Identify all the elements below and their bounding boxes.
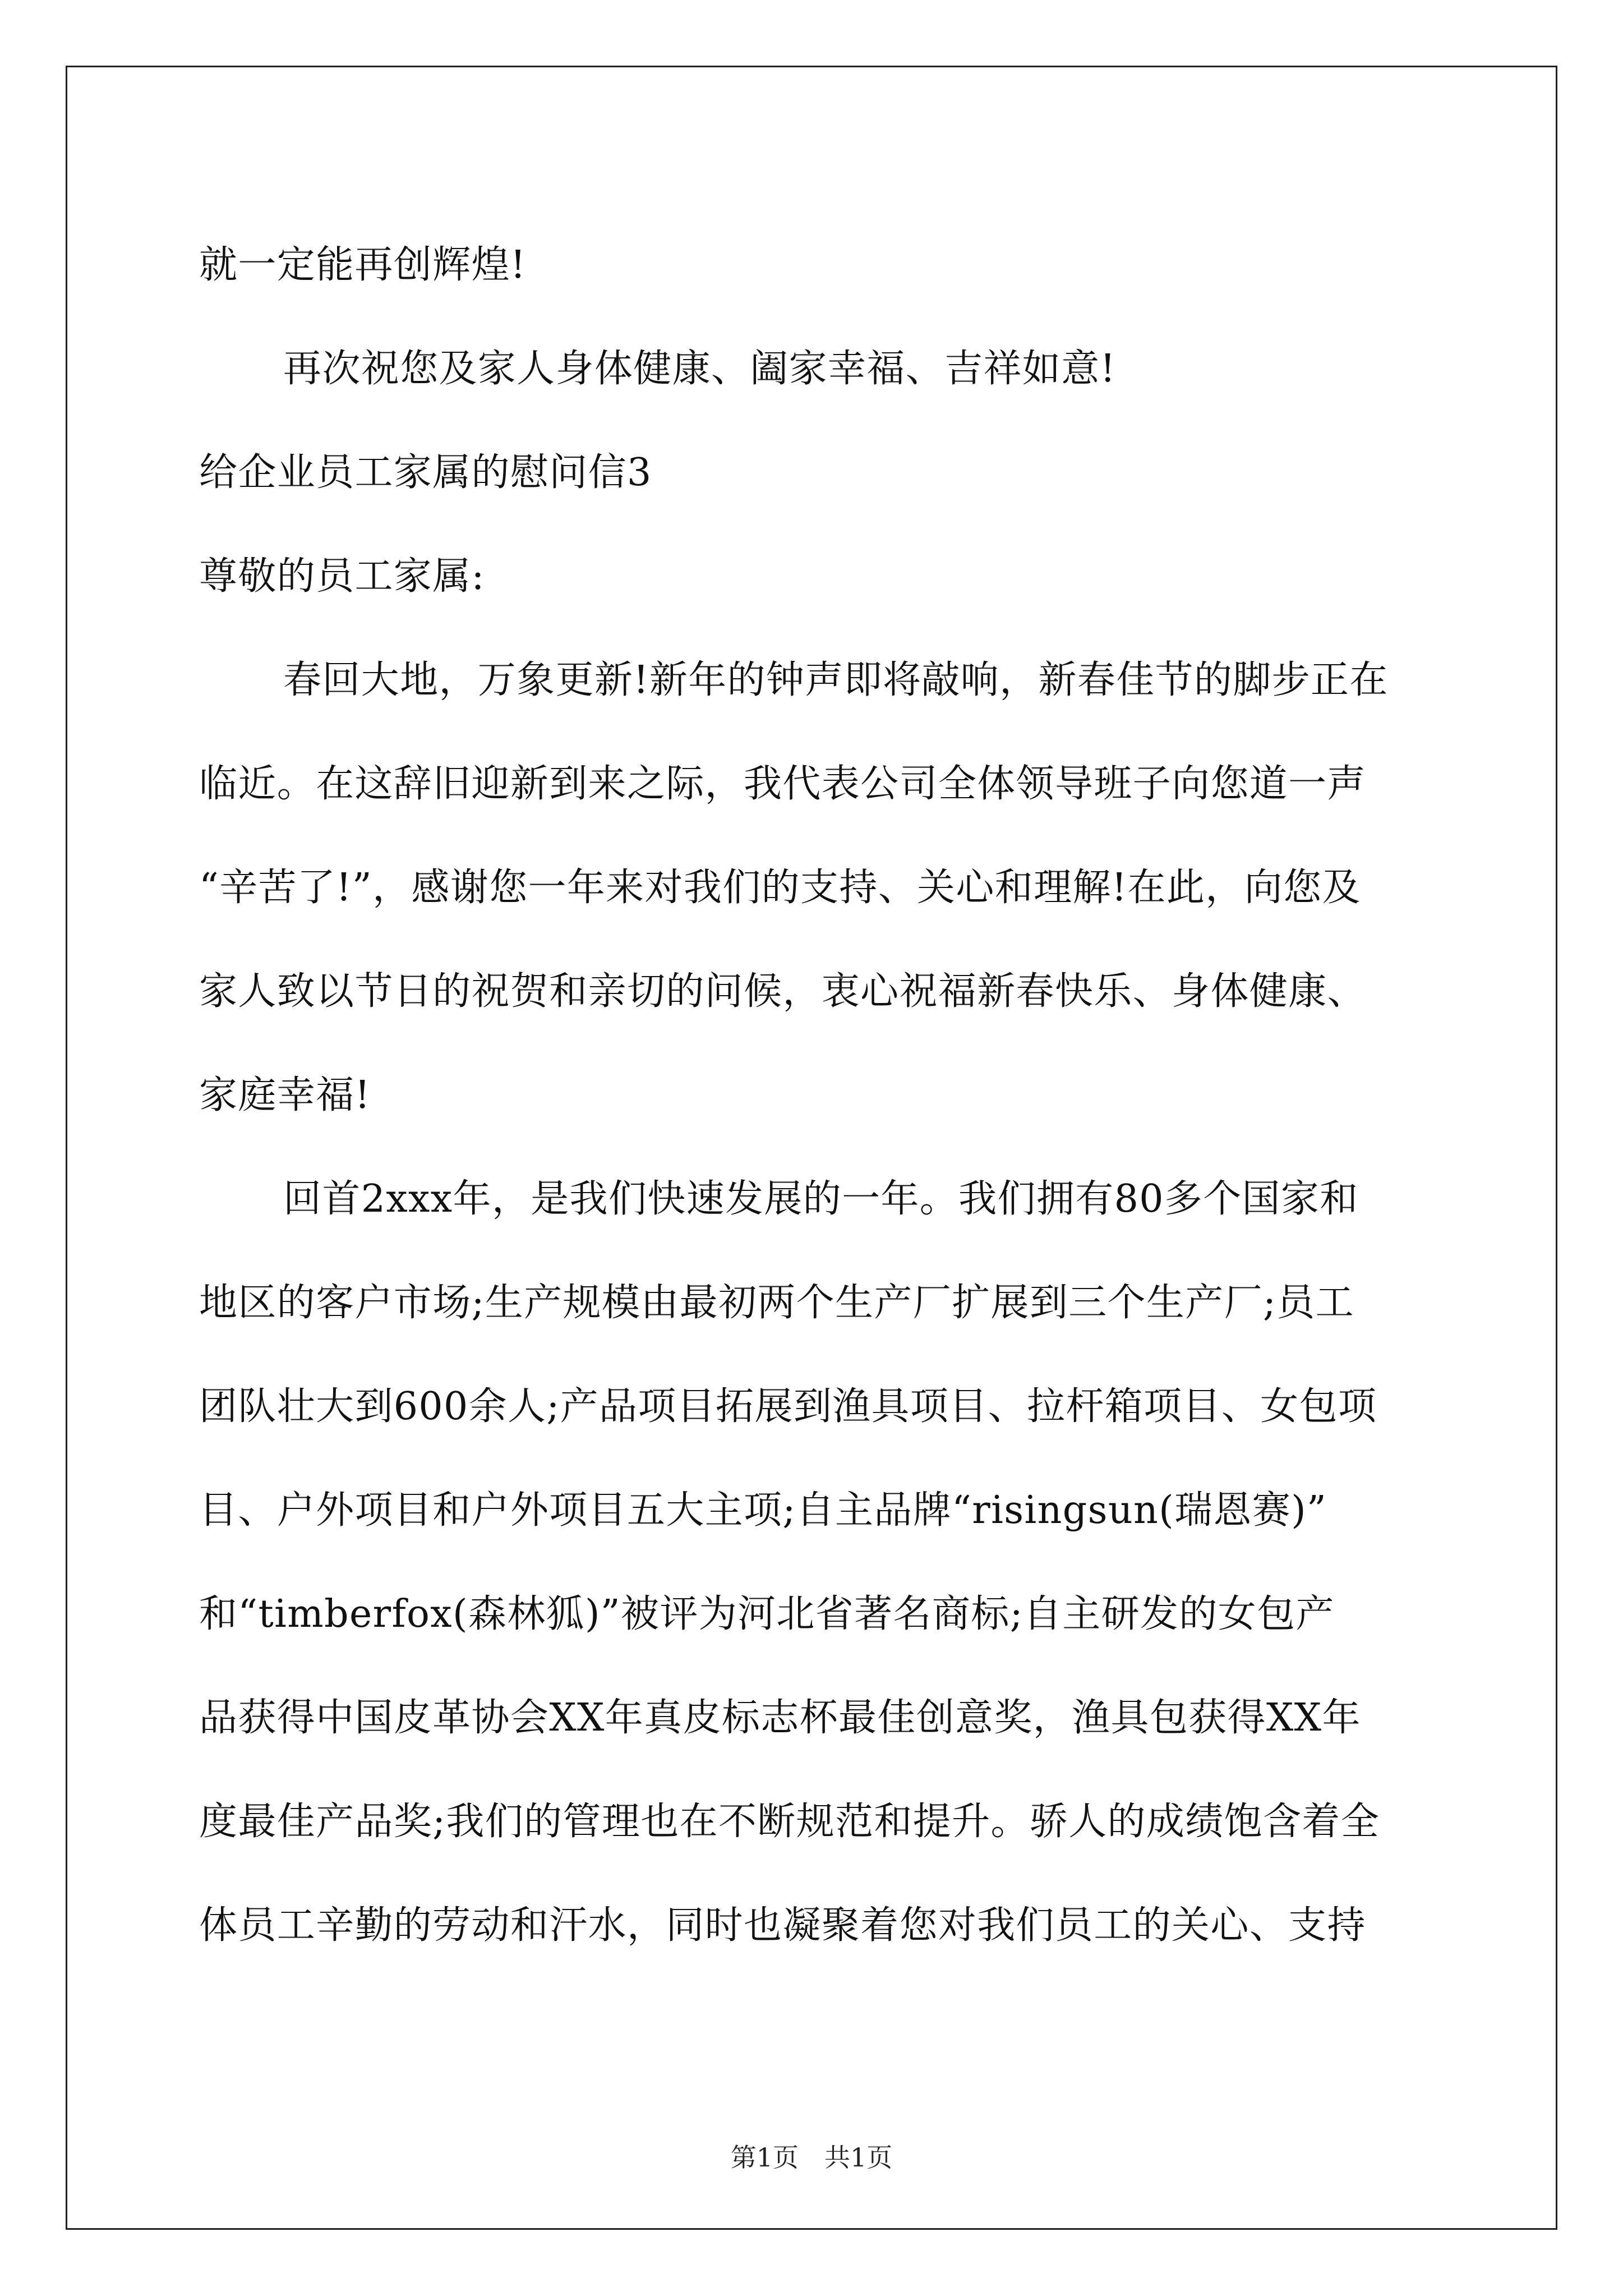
document-body <box>199 213 1430 1977</box>
paragraph-line: 体员工辛勤的劳动和汗水，同时也凝聚着您对我们员工的关心、支持 <box>199 1903 1366 1948</box>
text-line: 就一定能再创辉煌! <box>199 243 527 287</box>
paragraph-line: 团队壮大到600余人;产品项目拓展到渔具项目、拉杆箱项目、女包项 <box>199 1384 1377 1429</box>
section-title: 给企业员工家属的慰问信3 <box>199 450 652 495</box>
paragraph-line: 和“timberfox(森林狐)”被评为河北省著名商标;自主研发的女包产 <box>199 1592 1335 1636</box>
paragraph-line: 地区的客户市场;生产规模由最初两个生产厂扩展到三个生产厂;员工 <box>199 1281 1354 1325</box>
salutation: 尊敬的员工家属: <box>199 554 485 599</box>
paragraph-line: “辛苦了!”，感谢您一年来对我们的支持、关心和理解!在此，向您及 <box>199 866 1361 910</box>
paragraph-line: 家庭幸福! <box>199 1073 371 1117</box>
page-number-footer: 第1页 共1页 <box>730 2142 893 2173</box>
paragraph-line: 再次祝您及家人身体健康、阖家幸福、吉祥如意! <box>283 347 1117 391</box>
paragraph-line: 目、户外项目和户外项目五大主项;自主品牌“risingsun(瑞恩赛)” <box>199 1488 1327 1533</box>
paragraph-line: 回首2xxx年，是我们快速发展的一年。我们拥有80多个国家和 <box>283 1177 1359 1221</box>
paragraph-line: 品获得中国皮革协会XX年真皮标志杯最佳创意奖，渔具包获得XX年 <box>199 1696 1361 1740</box>
paragraph-line: 度最佳产品奖;我们的管理也在不断规范和提升。骄人的成绩饱含着全 <box>199 1800 1380 1844</box>
paragraph-line: 家人致以节日的祝贺和亲切的问候，衷心祝福新春快乐、身体健康、 <box>199 969 1366 1014</box>
paragraph-line: 临近。在这辞旧迎新到来之际，我代表公司全体领导班子向您道一声 <box>199 762 1366 806</box>
paragraph-line: 春回大地，万象更新!新年的钟声即将敲响，新春佳节的脚步正在 <box>283 658 1389 702</box>
